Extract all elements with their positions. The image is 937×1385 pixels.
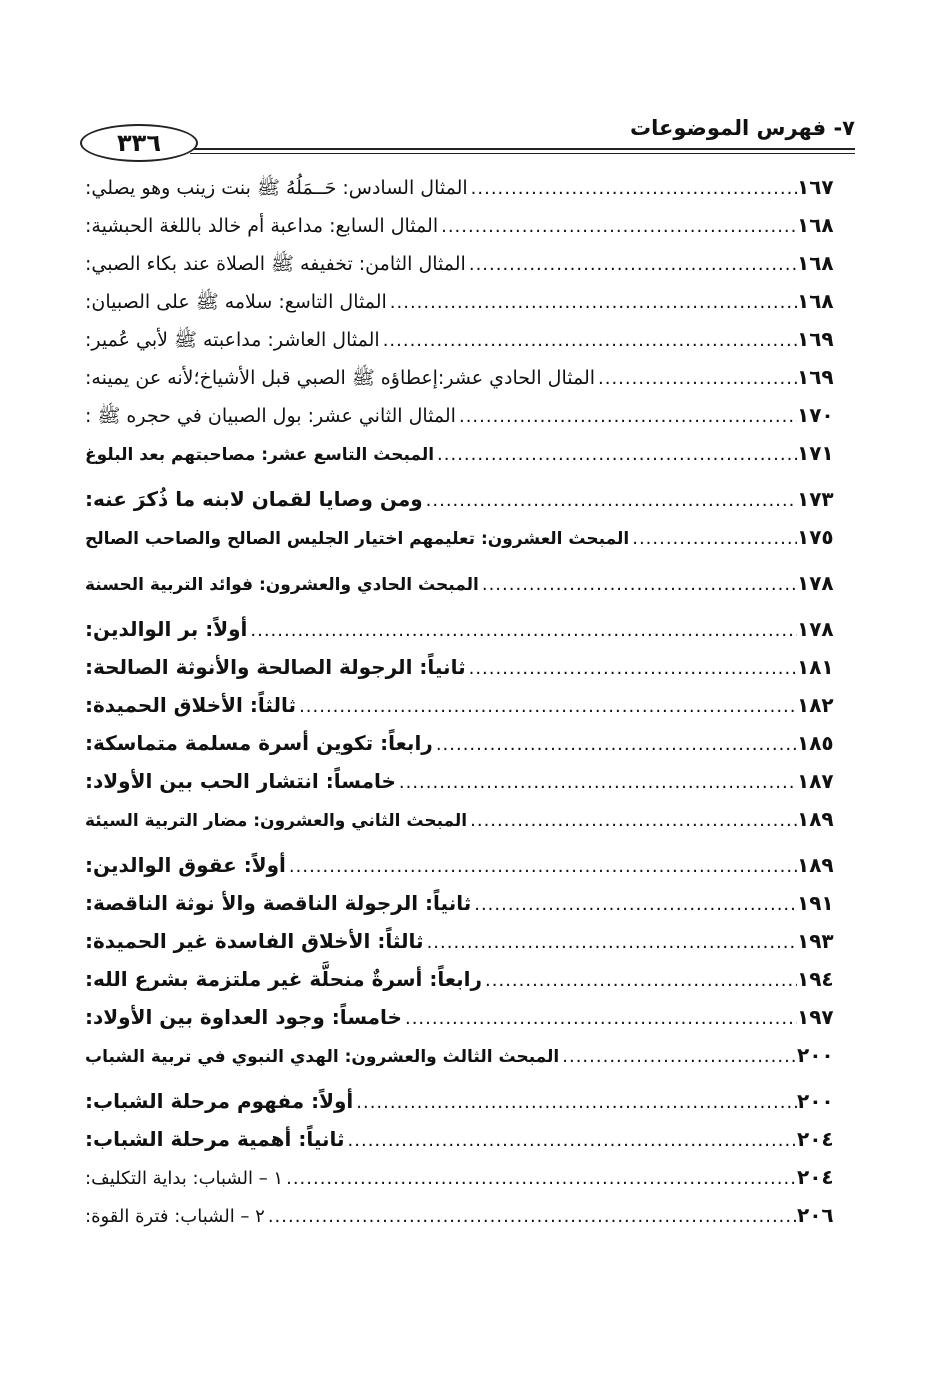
toc-entry-page: ١٦٨ — [797, 289, 834, 313]
toc-entry — [85, 1158, 855, 1196]
toc-entry-title: المبحث الثالث والعشرون: الهدي النبوي في تربية الشباب — [85, 1047, 560, 1067]
toc-leader-dots — [423, 482, 797, 520]
toc-leader-dots — [387, 284, 797, 322]
header-title: ٧- فهرس الموضوعات — [630, 116, 855, 140]
toc-entry — [85, 686, 855, 724]
toc-leader-dots — [595, 360, 797, 398]
toc-leader-dots — [433, 726, 797, 764]
toc-entry-title: المثال الثامن: تخفيفه ﷺ الصلاة عند بكاء الصبي: — [85, 253, 466, 275]
toc-entry-page: ١٧٠ — [797, 403, 834, 427]
toc-entry — [85, 396, 855, 434]
toc-leader-dots — [466, 246, 797, 284]
toc-entry-page: ١٨٥ — [797, 731, 834, 755]
toc-leader-dots — [479, 566, 797, 604]
table-of-contents — [85, 168, 855, 1234]
toc-entry-page: ٢٠٠ — [797, 1089, 834, 1113]
toc-leader-dots — [434, 436, 797, 474]
toc-leader-dots — [482, 962, 797, 1000]
toc-leader-dots — [283, 1160, 797, 1198]
toc-leader-dots — [296, 688, 797, 726]
toc-entry-title: ثالثاً: الأخلاق الحميدة: — [85, 693, 297, 717]
toc-entry-title: ثانياً: الرجولة الناقصة والأ نوثة الناقصة: — [85, 891, 472, 915]
toc-entry-title: المثال الثاني عشر: بول الصبيان في حجره ﷺ : — [85, 405, 456, 427]
toc-entry — [85, 320, 855, 358]
toc-entry — [85, 282, 855, 320]
toc-entry-page: ١٨١ — [797, 655, 834, 679]
toc-leader-dots — [353, 1084, 797, 1122]
toc-entry — [85, 648, 855, 686]
toc-entry-title: ثالثاً: الأخلاق الفاسدة غير الحميدة: — [85, 929, 424, 953]
toc-entry-page: ٢٠٦ — [797, 1203, 834, 1227]
toc-entry-title: المبحث التاسع عشر: مصاحبتهم بعد البلوغ — [85, 445, 435, 465]
toc-entry-page: ١٦٨ — [797, 251, 834, 275]
toc-entry-page: ١٧٣ — [797, 487, 834, 511]
toc-entry-title: أولاً: مفهوم مرحلة الشباب: — [85, 1089, 354, 1113]
toc-entry-title: خامساً: وجود العداوة بين الأولاد: — [85, 1005, 402, 1029]
toc-entry — [85, 358, 855, 396]
toc-entry-page: ١٩٤ — [797, 967, 834, 991]
toc-leader-dots — [345, 1122, 797, 1160]
toc-entry — [85, 846, 855, 884]
toc-entry-title: ٢ – الشباب: فترة القوة: — [85, 1206, 265, 1227]
toc-leader-dots — [466, 650, 797, 688]
toc-entry-page: ١٩٧ — [797, 1005, 834, 1029]
toc-entry — [85, 762, 855, 800]
toc-entry — [85, 724, 855, 762]
toc-entry-title: ثانياً: الرجولة الصالحة والأنوثة الصالحة: — [85, 655, 466, 679]
toc-leader-dots — [247, 612, 797, 650]
toc-entry — [85, 1196, 855, 1234]
toc-leader-dots — [456, 398, 797, 436]
toc-leader-dots — [438, 208, 797, 246]
toc-leader-dots — [402, 1000, 797, 1038]
toc-leader-dots — [424, 924, 797, 962]
toc-entry — [85, 1120, 855, 1158]
toc-entry-title: ١ – الشباب: بداية التكليف: — [85, 1168, 284, 1189]
toc-entry — [85, 884, 855, 922]
toc-entry — [85, 960, 855, 998]
toc-entry-page: ١٨٩ — [797, 807, 834, 831]
toc-leader-dots — [286, 848, 797, 886]
toc-entry-page: ١٦٨ — [797, 213, 834, 237]
toc-entry — [85, 998, 855, 1036]
page-number: ٣٣٦ — [80, 124, 198, 162]
toc-entry — [85, 1036, 855, 1074]
header-rule-thin — [190, 153, 855, 154]
toc-leader-dots — [396, 764, 797, 802]
toc-leader-dots — [471, 886, 797, 924]
toc-entry-page: ٢٠٠ — [797, 1043, 834, 1067]
toc-entry-title: ثانياً: أهمية مرحلة الشباب: — [85, 1127, 345, 1151]
toc-entry-title: أولاً: عقوق الوالدين: — [85, 853, 286, 877]
toc-entry-title: أولاً: بر الوالدين: — [85, 617, 248, 641]
toc-entry-page: ١٧٨ — [797, 571, 834, 595]
toc-entry-title: المثال العاشر: مداعبته ﷺ لأبي عُمير: — [85, 329, 380, 351]
toc-entry-title: المبحث الحادي والعشرون: فوائد التربية الحسنة — [85, 575, 479, 595]
toc-entry-page: ١٧٥ — [797, 525, 834, 549]
toc-entry-page: ١٧٨ — [797, 617, 834, 641]
header-rule — [190, 148, 855, 150]
toc-leader-dots — [265, 1198, 797, 1236]
toc-entry — [85, 610, 855, 648]
toc-leader-dots — [629, 520, 797, 558]
toc-entry-title: المبحث الثاني والعشرون: مضار التربية السيئة — [85, 811, 468, 831]
toc-leader-dots — [559, 1038, 797, 1076]
toc-entry-title: المثال التاسع: سلامه ﷺ على الصبيان: — [85, 291, 387, 313]
toc-entry-page: ١٦٩ — [797, 365, 834, 389]
toc-entry-page: ١٦٩ — [797, 327, 834, 351]
toc-entry — [85, 434, 855, 472]
toc-leader-dots — [467, 802, 797, 840]
toc-leader-dots — [380, 322, 797, 360]
toc-entry-title: رابعاً: أسرةٌ منحلَّة غير ملتزمة بشرع الله: — [85, 967, 483, 991]
toc-entry — [85, 564, 855, 602]
toc-entry-page: ١٨٩ — [797, 853, 834, 877]
toc-entry-title: المثال السابع: مداعبة أم خالد باللغة الحبشية: — [85, 215, 439, 237]
toc-entry-page: ٢٠٤ — [797, 1127, 834, 1151]
page-header — [80, 106, 855, 162]
toc-entry — [85, 480, 855, 518]
toc-entry-title: رابعاً: تكوين أسرة مسلمة متماسكة: — [85, 731, 433, 755]
toc-entry — [85, 922, 855, 960]
toc-entry-page: ٢٠٤ — [797, 1165, 834, 1189]
toc-entry-title: خامساً: انتشار الحب بين الأولاد: — [85, 769, 396, 793]
toc-entry-page: ١٩١ — [797, 891, 834, 915]
toc-leader-dots — [468, 170, 797, 208]
toc-entry — [85, 168, 855, 206]
toc-entry — [85, 1082, 855, 1120]
toc-entry — [85, 206, 855, 244]
toc-entry-page: ١٩٣ — [797, 929, 834, 953]
toc-entry-page: ١٧١ — [797, 441, 834, 465]
toc-entry — [85, 518, 855, 556]
toc-entry — [85, 800, 855, 838]
toc-entry-title: المثال السادس: حَــمَلُهُ ﷺ بنت زينب وهو يصلي: — [85, 177, 468, 199]
toc-entry-title: المبحث العشرون: تعليمهم اختيار الجليس الصالح والصاحب الصالح — [85, 529, 630, 549]
toc-entry-title: ومن وصايا لقمان لابنه ما ذُكرَ عنه: — [85, 487, 423, 511]
toc-entry — [85, 244, 855, 282]
toc-entry-title: المثال الحادي عشر:إعطاؤه ﷺ الصبي قبل الأشياخ؛لأنه عن يمينه: — [85, 367, 596, 389]
toc-entry-page: ١٦٧ — [797, 175, 834, 199]
toc-entry-page: ١٨٧ — [797, 769, 834, 793]
toc-entry-page: ١٨٢ — [797, 693, 834, 717]
